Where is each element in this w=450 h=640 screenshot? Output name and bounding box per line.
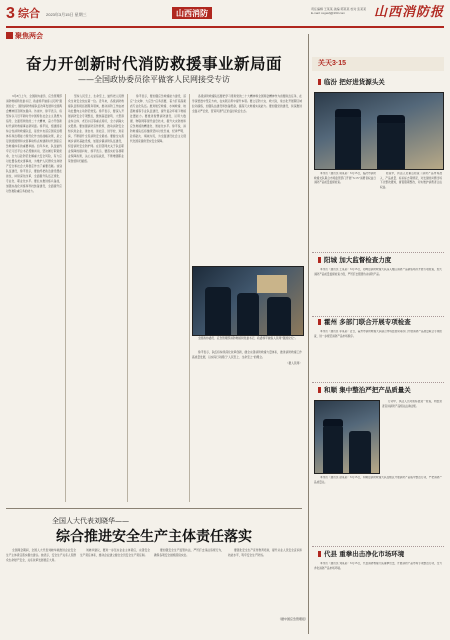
right-body-text: 检查中，执法人员重点检查了消防产品市场准入、产品质量、标识标志等情况，对发现的问题当场下达整改通知，督促限期整改，切实维护消费者合法权益。	[380, 172, 442, 189]
photo-cap	[323, 419, 343, 426]
title-marker-icon	[318, 551, 321, 557]
right-block-title-text: 阳城 加大监督检查力度	[324, 256, 392, 264]
right-block-caption	[314, 476, 442, 536]
right-divider	[312, 382, 444, 383]
right-block-photo	[314, 92, 444, 170]
photo-caption	[192, 336, 302, 346]
section-square-icon	[6, 32, 13, 39]
right-block-title	[318, 550, 404, 559]
photo-figure	[323, 425, 343, 473]
photo-figure	[335, 115, 361, 169]
right-block-title	[318, 78, 385, 87]
main-article-photo	[192, 266, 304, 336]
right-block-photo	[314, 400, 380, 474]
title-marker-icon	[318, 79, 321, 85]
article-column-4	[192, 94, 302, 262]
photo-figure	[349, 431, 371, 473]
right-body-text: 本刊讯（通讯员 李某某）近日，霍州市消防救援大队联合市场监管局等部门开展消防产品质量联合专项检查，进一步规范消防产品市场秩序。	[314, 330, 442, 338]
main-right-divider	[308, 34, 309, 634]
bottom-paragraph: 要加强安全生产监管执法，严厉打击违法违规行为，确保各项安全措施落到实处。	[154, 548, 224, 557]
section-tag	[6, 32, 43, 42]
article-separator	[6, 508, 302, 509]
right-block-body	[314, 330, 442, 372]
column-divider	[127, 94, 128, 502]
photo-cap	[377, 115, 405, 123]
article-paragraph: 徐平表示，要加强应急救援能力建设，适应“全灾种、大应急”任务需要，着力打造高素质专业化队伍。推进航空救援、水域救援、地震救援等专业队伍建设，提升复杂环境下救援处置能力。要推进智慧消防建设，运用大数据、物联网等现代信息技术，提升火灾防控和应急救援的精准化、智能化水平。徐平说，消防救援队伍将继续坚持对党忠诚、纪律严明、赴汤蹈火、竭诚为民，为全面建设社会主义现代化国家提供坚实安全保障。	[130, 94, 186, 143]
right-body-text: 本刊讯（通讯员 刘某某）3月15日，代县消防救援大队重拳出击，开展消防产品市场专项整治行动，全力净化消防产品市场环境。	[314, 562, 442, 570]
right-block-body	[314, 562, 442, 634]
bottom-column-3	[154, 548, 224, 620]
bottom-paragraph: 全国两会期间，全国人大代表刘晓华就推进企业安全生产主体责任落实提出建议。她表示，安全生产关系人民群众生命财产安全，关系改革发展稳定大局。	[6, 548, 76, 562]
right-caption-text: 本刊讯（通讯员 赵某某）3月15日，和顺县消防救援大队在辖区开展消防产品集中整治行动，严把消防产品质量关。	[314, 476, 442, 484]
photo-cap	[335, 109, 361, 117]
article-column-2	[68, 94, 124, 502]
right-block-body	[380, 172, 442, 242]
main-subheadline: ——全国政协委员徐平做客人民网接受专访	[78, 75, 230, 84]
article-paragraph: 坚持人民至上、生命至上，始终把人民群众生命安全放在第一位。近年来，各级消防救援队伍积极拓展服务领域，推动消防工作由被动处置向主动防范转变。徐平表示，要深入开展消防安全专项整治，聚焦高层建筑、大型商业综合体、老旧小区等重点场所，全力消除火灾隐患。要加强消防宣传教育，推动消防安全知识进企业、进农村、进社区、进学校、进家庭，不断提升全民消防安全素质。要健全完善城乡消防基础设施，加强乡镇消防队伍建设，织密消防安全防护网。在回答网友关于队伍职业保障的提问时，徐平表示，要落实好各项职业保障政策，关心关爱指战员，不断增强职业荣誉感和归属感。	[68, 94, 124, 163]
bottom-column-2	[80, 548, 150, 620]
bottom-paragraph: 要强化安全生产宣传教育培训，提升从业人员安全意识和技能水平，筑牢安全生产防线。	[228, 548, 302, 557]
article-source: （据人民网）	[285, 361, 302, 365]
article-paragraph: 3月8日上午，全国政协委员、应急管理部消防救援局党委书记、政委徐平做客人民网“强国论坛”，围绕消防救援队伍改革发展和全国两会精神回答网友提问。访谈中，徐平表示，将坚持以习近平新时代中国特色社会主义思想为指导，全面贯彻党的二十大精神，奋力开创新时代消防救援事业新局面。徐平说，组建国家综合性消防救援队伍，是党中央适应国家治理体系和治理能力现代化作出的战略决策，是立足我国国情和灾害事故特点构建新时代国家应急救援体系的重要举措。四年多来，队伍始终牢记习近平总书记授旗训词，坚决履行职责使命，全力以赴防范化解重大安全风险，有力应对处置各类灾害事故，为维护人民群众生命财产安全和社会大局稳定作出了重要贡献。谈到队伍建设，徐平表示，要始终把政治建设摆在首位，持续深化改革，全面提升队伍正规化、专业化、职业化水平。要扎实推进练兵备战，加强实战化训练和科技装备建设，全面提升应对急难险重任务的能力。	[6, 94, 62, 193]
column-divider	[189, 94, 190, 502]
photo-figure	[205, 287, 231, 335]
right-body-text: 本刊讯（通讯员 王某某）3月15日，阳城县消防救援大队深入辖区消防产品销售场所开展专项检查，加大消防产品质量监督检查力度，严厉打击假冒伪劣消防产品。	[314, 268, 442, 276]
email-line: E-mail: sxgaxfj@163.com	[311, 11, 346, 15]
section-tag-label: 聚焦两会	[15, 33, 43, 40]
right-divider	[312, 546, 444, 547]
bottom-paragraph: 刘晓华建议，要进一步压实企业主体责任，完善安全生产责任体系，推动企业建立健全全员安全生产责任制。	[80, 548, 150, 557]
bottom-source: （据中国应急管理报）	[277, 617, 308, 621]
right-caption-text: 本刊讯（通讯员 郭某某）3月15日，临汾市消防救援支队联合市场监管部门开展“3·15”消费者权益日消防产品质量监督检查。	[314, 172, 376, 185]
column-divider	[65, 94, 66, 502]
article-column-3	[130, 94, 186, 502]
right-block-body	[314, 268, 442, 310]
editor-line: 责任编辑 王某某 美编 郭某某 校对 张某某	[311, 7, 367, 11]
right-block-caption	[314, 172, 376, 242]
right-body-text: 行动中，执法人员对照标准逐一检查，向经营者宣讲消防产品相关法律法规。	[382, 400, 442, 408]
page-number: 3	[6, 5, 15, 22]
article-column-1	[6, 94, 62, 502]
article-paragraph: 徐平表示，队伍将持续深化改革创新，健全完善消防救援力量体系，推进消防救援工作高质量发展，以实际行动践行“人民至上、生命至上”的理念。	[192, 350, 302, 359]
right-block-title-text: 临汾 把好进货源头关	[324, 78, 385, 86]
photo-figure	[267, 297, 291, 335]
bottom-column-1	[6, 548, 76, 620]
main-headline: 奋力开创新时代消防救援事业新局面	[25, 55, 282, 73]
photo-backdrop-screen	[257, 275, 287, 293]
page-date: 2023年3月15日 星期三	[46, 12, 87, 17]
right-divider	[312, 252, 444, 253]
right-divider	[312, 316, 444, 317]
right-block-title-text: 和顺 集中整治严把产品质量关	[324, 386, 411, 394]
bottom-column-4	[228, 548, 302, 610]
bottom-headline: 综合推进安全生产主体责任落实	[56, 529, 252, 545]
right-block-title	[318, 318, 411, 327]
title-marker-icon	[318, 387, 321, 393]
paper-logo-right: 山西消防报	[373, 5, 444, 20]
right-section-title: 关天3·15	[318, 60, 347, 67]
editor-info	[311, 7, 381, 15]
article-paragraph: 各级消防救援队伍要把学习贯彻党的二十大精神和全国两会精神作为首要政治任务，在学深悟透中坚定方向，在实践运用中提升本领。要立足防大灾、救大险，常态化开展跨区域拉动演练，加强队站建设和装备配备，提高灭火救援实战能力。要加强党的建设，纵深推进全面从严治党，营造风清气正的良好政治生态。	[192, 94, 302, 113]
title-marker-icon	[318, 257, 321, 263]
right-block-body	[382, 400, 442, 472]
paper-logo-small: 山西消防	[172, 7, 212, 19]
right-section-head	[312, 57, 444, 71]
right-block-title-text: 代县 重拳出击净化市场环境	[324, 550, 405, 558]
masthead	[6, 4, 444, 28]
photo-figure	[237, 293, 259, 335]
page-name: 综合	[18, 8, 40, 20]
photo-caption-text: 全国政协委员、应急管理部消防救援局党委书记、政委徐平做客人民网“强国论坛”。	[198, 336, 298, 340]
right-block-title	[318, 256, 391, 265]
right-block-title-text: 霍州 多部门联合开展专项检查	[324, 318, 411, 326]
title-marker-icon	[318, 319, 321, 325]
article-column-5	[192, 350, 302, 498]
right-block-title	[318, 386, 411, 395]
photo-figure	[377, 121, 405, 169]
bottom-kicker: 全国人大代表刘晓华——	[52, 517, 129, 525]
